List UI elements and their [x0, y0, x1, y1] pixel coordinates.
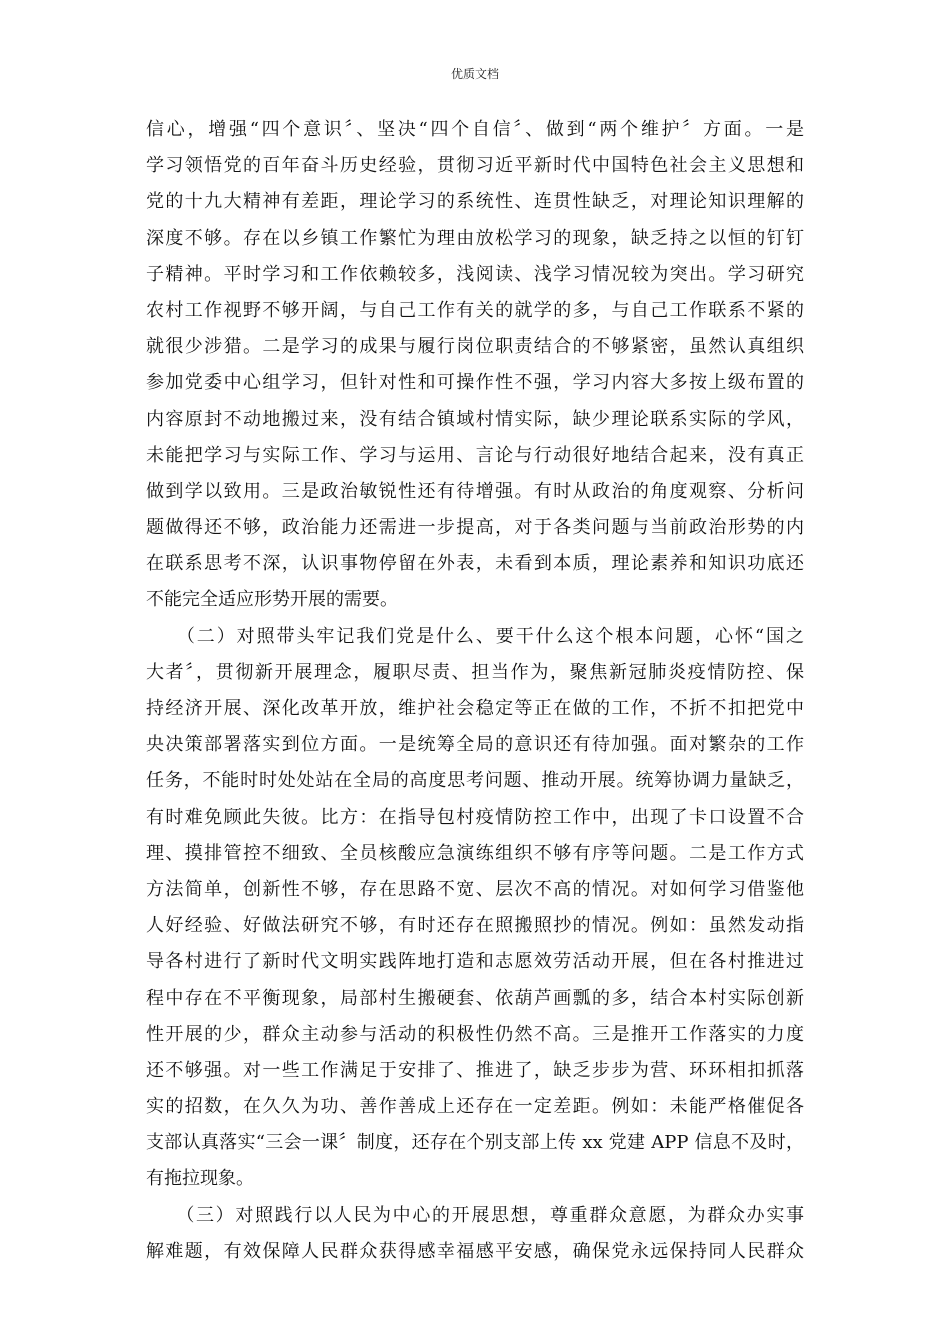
text-line: （三）对照践行以人民为中心的开展思想，尊重群众意愿，为群众办实事: [146, 1204, 804, 1226]
text-line: 信心，增强“四个意识〞、坚决“四个自信〞、做到“两个维护〞方面。一是: [146, 119, 804, 140]
text-line: 程中存在不平衡现象，局部村生搬硬套、依葫芦画瓢的多，结合本村实际创新: [146, 987, 804, 1009]
text-line: 题做得还不够，政治能力还需进一步提高，对于各类问题与当前政治形势的内: [146, 517, 804, 539]
text-line: 就很少涉猎。二是学习的成果与履行岗位职责结合的不够紧密，虽然认真组织: [146, 336, 804, 358]
text-line: 实的招数，在久久为功、善作善成上还存在一定差距。例如：未能严格催促各: [146, 1096, 804, 1118]
text-line: 有时难免顾此失彼。比方：在指导包村疫情防控工作中，出现了卡口设置不合: [146, 806, 804, 828]
text-line: 党的十九大精神有差距，理论学习的系统性、连贯性缺乏，对理论知识理解的: [146, 191, 804, 213]
text-line: 导各村进行了新时代文明实践阵地打造和志愿效劳活动开展，但在各村推进过: [146, 951, 804, 973]
text-line: 方法简单，创新性不够，存在思路不宽、层次不高的情况。对如何学习借鉴他: [146, 878, 804, 900]
text-line: 深度不够。存在以乡镇工作繁忙为理由放松学习的现象，缺乏持之以恒的钉钉: [146, 227, 804, 249]
text-line: 人好经验、好做法研究不够，有时还存在照搬照抄的情况。例如：虽然发动指: [146, 915, 804, 937]
text-line: 在联系思考不深，认识事物停留在外表，未看到本质，理论素养和知识功底还: [146, 553, 804, 575]
text-line: 解难题，有效保障人民群众获得感幸福感平安感，确保党永远保持同人民群众: [146, 1240, 804, 1262]
text-line: 还不够强。对一些工作满足于安排了、推进了，缺乏步步为营、环环相扣抓落: [146, 1059, 804, 1081]
text-line: 持经济开展、深化改革开放，维护社会稳定等正在做的工作，不折不扣把党中: [146, 698, 804, 719]
text-line: 央决策部署落实到位方面。一是统筹全局的意识还有待加强。面对繁杂的工作: [146, 734, 804, 756]
text-line: 未能把学习与实际工作、学习与运用、言论与行动很好地结合起来，没有真正: [146, 444, 804, 466]
text-line: 农村工作视野不够开阔，与自己工作有关的就学的多，与自己工作联系不紧的: [146, 299, 804, 321]
page-header: 优质文档: [450, 67, 499, 81]
text-line: 性开展的少，群众主动参与活动的积极性仍然不高。三是推开工作落实的力度: [146, 1023, 804, 1045]
text-line: 支部认真落实“三会一课〞制度，还存在个别支部上传 xx 党建 APP 信息不及时，: [146, 1132, 804, 1154]
text-line: 大者〞，贯彻新开展理念，履职尽责、担当作为，聚焦新冠肺炎疫情防控、保: [146, 661, 804, 683]
text-line: 任务，不能时时处处站在全局的高度思考问题、推动开展。统筹协调力量缺乏，: [146, 770, 804, 792]
text-line: 内容原封不动地搬过来，没有结合镇域村情实际，缺少理论联系实际的学风，: [146, 408, 804, 430]
text-line: （二）对照带头牢记我们党是什么、要干什么这个根本问题，心怀“国之: [146, 625, 804, 647]
text-line: 有拖拉现象。: [146, 1168, 254, 1190]
text-line: 做到学以致用。三是政治敏锐性还有待增强。有时从政治的角度观察、分析问: [146, 480, 804, 502]
text-line: 理、摸排管控不细致、全员核酸应急演练组织不够有序等问题。二是工作方式: [146, 842, 804, 864]
text-line: 子精神。平时学习和工作依赖较多，浅阅读、浅学习情况较为突出。学习研究: [146, 263, 804, 285]
text-line: 参加党委中心组学习，但针对性和可操作性不强，学习内容大多按上级布置的: [146, 372, 804, 394]
text-line: 学习领悟党的百年奋斗历史经验，贯彻习近平新时代中国特色社会主义思想和: [146, 155, 804, 177]
text-line: 不能完全适应形势开展的需要。: [146, 589, 398, 611]
document-body: [146, 112, 804, 1270]
